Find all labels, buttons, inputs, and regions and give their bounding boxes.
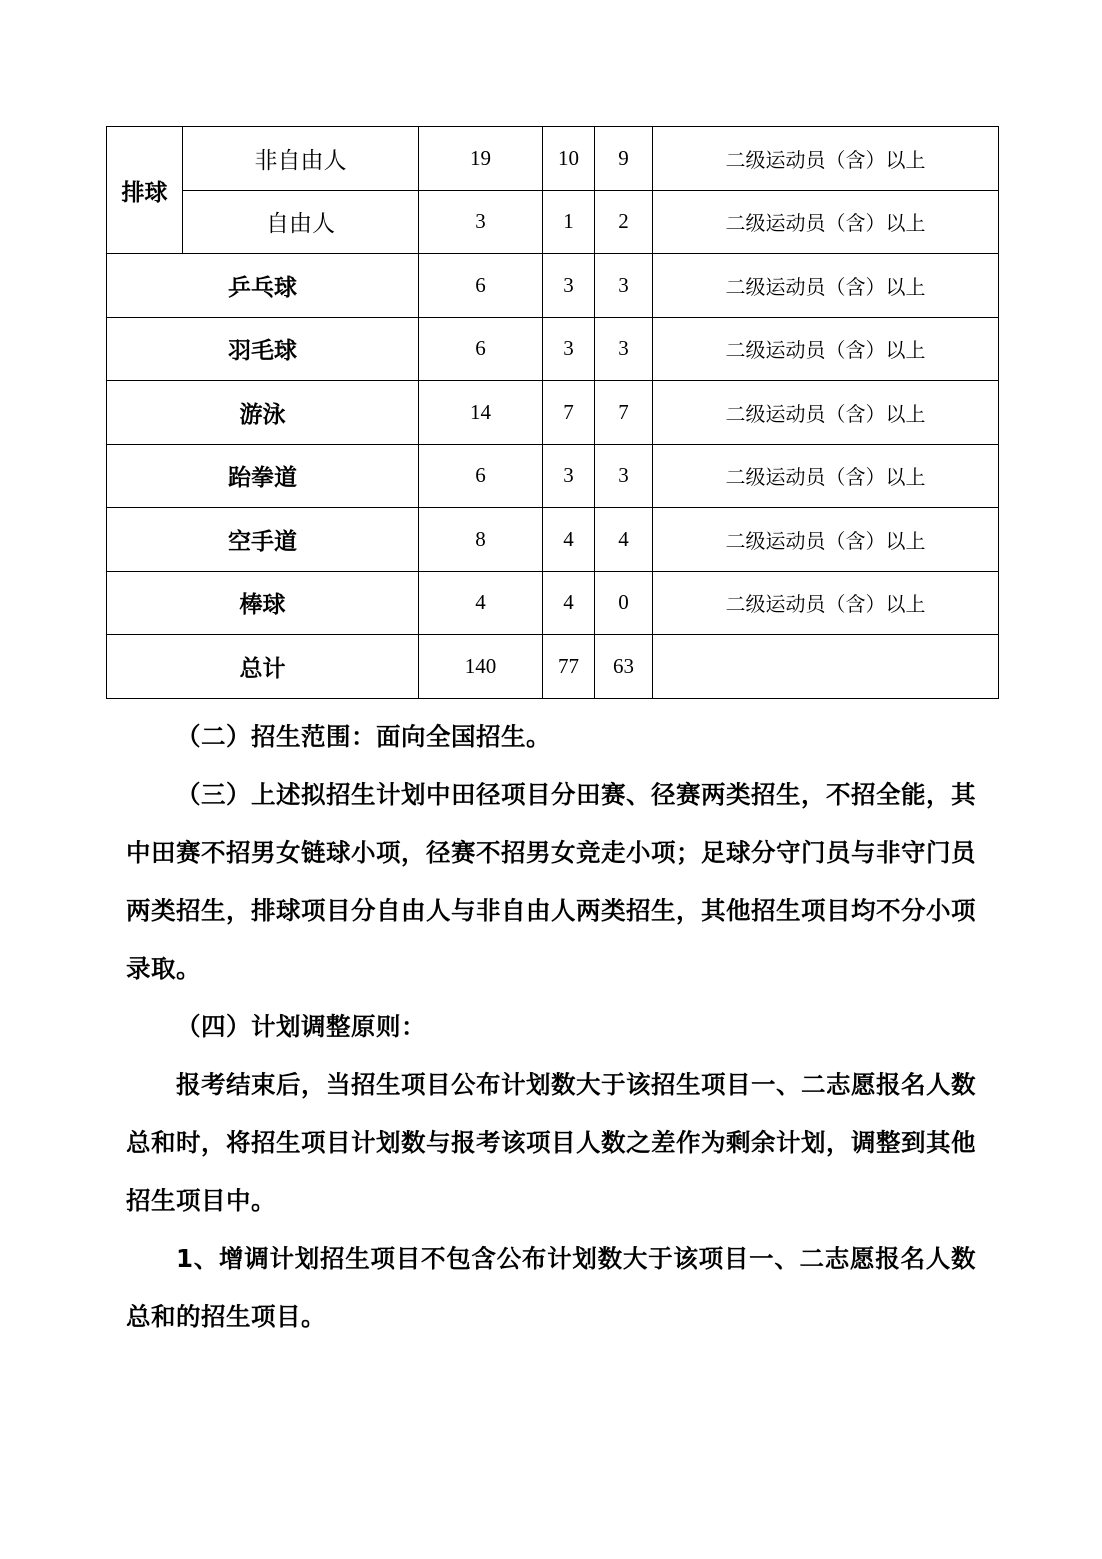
total-cell: 8 xyxy=(419,508,543,572)
female-cell: 3 xyxy=(595,254,653,318)
table-row xyxy=(107,444,999,508)
requirement-cell: 二级运动员（含）以上 xyxy=(653,381,999,445)
total-cell: 6 xyxy=(419,317,543,381)
requirement-cell: 二级运动员（含）以上 xyxy=(653,127,999,191)
requirement-cell: 二级运动员（含）以上 xyxy=(653,190,999,254)
enrollment-plan-table xyxy=(106,126,999,699)
requirement-cell: 二级运动员（含）以上 xyxy=(653,254,999,318)
female-cell: 63 xyxy=(595,635,653,699)
male-cell: 3 xyxy=(543,444,595,508)
item-cell: 自由人 xyxy=(183,190,419,254)
paragraph-scope: （二）招生范围：面向全国招生。 xyxy=(176,722,551,751)
male-cell: 3 xyxy=(543,317,595,381)
item-cell: 乒乓球 xyxy=(107,254,419,318)
table-row xyxy=(107,190,999,254)
male-cell: 1 xyxy=(543,190,595,254)
requirement-cell xyxy=(653,635,999,699)
female-cell: 3 xyxy=(595,317,653,381)
female-cell: 4 xyxy=(595,508,653,572)
table-row xyxy=(107,317,999,381)
table-row xyxy=(107,127,999,191)
total-cell: 6 xyxy=(419,254,543,318)
requirement-cell: 二级运动员（含）以上 xyxy=(653,317,999,381)
total-label-cell: 总计 xyxy=(107,635,419,699)
item-cell: 空手道 xyxy=(107,508,419,572)
requirement-cell: 二级运动员（含）以上 xyxy=(653,444,999,508)
female-cell: 0 xyxy=(595,571,653,635)
total-cell: 6 xyxy=(419,444,543,508)
requirement-cell: 二级运动员（含）以上 xyxy=(653,508,999,572)
paragraph-adjust-rule: 报考结束后，当招生项目公布计划数大于该招生项目一、二志愿报名人数总和时，将招生项目计划数与报考该项目人数之差作为剩余计划，调整到其他招生项目中。 xyxy=(126,1070,976,1215)
item-cell: 非自由人 xyxy=(183,127,419,191)
total-cell: 4 xyxy=(419,571,543,635)
table-row xyxy=(107,571,999,635)
male-cell: 4 xyxy=(543,571,595,635)
male-cell: 10 xyxy=(543,127,595,191)
male-cell: 77 xyxy=(543,635,595,699)
male-cell: 4 xyxy=(543,508,595,572)
paragraph-categories: （三）上述拟招生计划中田径项目分田赛、径赛两类招生，不招全能，其中田赛不招男女链球小项，径赛不招男女竞走小项；足球分守门员与非守门员两类招生，排球项目分自由人与非自由人两类招生，其他招生项目均不分小项录取。 xyxy=(126,780,976,983)
group-cell: 排球 xyxy=(107,127,183,254)
paragraph-adjust-heading: （四）计划调整原则： xyxy=(176,1012,426,1041)
female-cell: 3 xyxy=(595,444,653,508)
male-cell: 7 xyxy=(543,381,595,445)
female-cell: 9 xyxy=(595,127,653,191)
table-row xyxy=(107,381,999,445)
total-cell: 19 xyxy=(419,127,543,191)
total-cell: 14 xyxy=(419,381,543,445)
total-cell: 3 xyxy=(419,190,543,254)
item-cell: 棒球 xyxy=(107,571,419,635)
requirement-cell: 二级运动员（含）以上 xyxy=(653,571,999,635)
item-cell: 羽毛球 xyxy=(107,317,419,381)
total-row xyxy=(107,635,999,699)
item-cell: 跆拳道 xyxy=(107,444,419,508)
female-cell: 2 xyxy=(595,190,653,254)
paragraph-rule-1: 1、增调计划招生项目不包含公布计划数大于该项目一、二志愿报名人数总和的招生项目。 xyxy=(126,1244,976,1331)
item-cell: 游泳 xyxy=(107,381,419,445)
table-row xyxy=(107,254,999,318)
table-row xyxy=(107,508,999,572)
female-cell: 7 xyxy=(595,381,653,445)
male-cell: 3 xyxy=(543,254,595,318)
total-cell: 140 xyxy=(419,635,543,699)
